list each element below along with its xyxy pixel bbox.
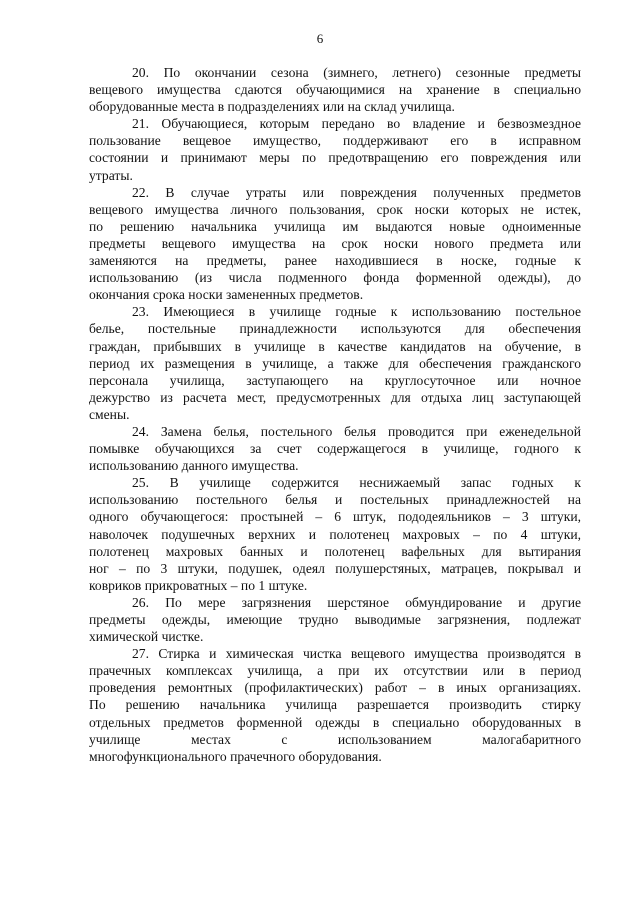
text-line: ковриков прикроватных – по 1 штуке. [89,577,308,593]
text-line: прачечных комплексах училища, а при их отсутствии или в период [89,663,581,679]
text-line: 25. В училище содержится неснижаемый запас годных к [132,475,581,491]
text-line: период их размещения в училище, а также для обеспечения гражданского [89,355,581,371]
text-line: проведения ремонтных (профилактических) работ – в иных организациях. [89,680,581,696]
text-line: предметы одежды, имеющие трудно выводимые загрязнения, подлежат [89,612,581,627]
text-line: заменяются на предметы, ранее находившиеся в носке, годные к [89,253,581,269]
text-line: персонала училища, заступающего на круглосуточное или ночное [89,372,581,388]
text-line: предметы вещевого имущества на срок носки нового предмета или [89,235,581,251]
text-line: оборудованные места в подразделениях или на склад училища. [89,99,455,115]
text-line: 27. Стирка и химическая чистка вещевого имущества производятся в [132,646,581,662]
paragraph-26 [89,594,581,645]
text-line: одного обучающегося: простыней – 6 штук, пододеяльников – 3 штуки, [89,509,581,525]
text-line: наволочек подушечных верхних и полотенец махровых – по 4 штуки, [89,526,581,542]
text-line: ног – по 3 штуки, подушек, одеял полушерстяных, матрацев, покрывал и [89,560,581,576]
text-line: По решению начальника училища разрешается производить стирку [89,697,581,713]
text-line: окончания срока носки замененных предметов. [89,287,364,303]
paragraph-23 [89,303,581,423]
text-line: граждан, прибывших в училище в качестве кандидатов на обучение, в [89,338,581,354]
text-line: многофункционального прачечного оборудования. [89,748,382,764]
text-line: состоянии и принимают меры по предотвращению его повреждения или [89,150,581,166]
page-number: 6 [316,31,324,46]
paragraph-27 [89,645,581,765]
text-line: 23. Имеющиеся в училище годные к использованию постельное [132,304,581,320]
text-line: 24. Замена белья, постельного белья проводится при еженедельной [132,423,581,439]
paragraph-24 [89,423,581,474]
text-line: дежурство из расчета мест, предусмотренных для отдыха лиц заступающей [89,389,581,405]
text-line: вещевого имущества личного пользования, срок носки которых не истек, [89,201,581,217]
text-line: по решению начальника училища им выдаются новые одноименные [89,218,581,234]
text-line: использованию (из числа подменного фонда форменной одежды), до [89,270,581,286]
text-line: училище местах с использованием малогабаритного [89,731,581,747]
text-line: полотенец махровых банных и полотенец вафельных для вытирания [89,543,581,559]
text-line: химической чистке. [89,629,204,645]
text-line: пользование вещевое имущество, поддерживают его в исправном [89,133,581,149]
text-line: белье, постельные принадлежности используются для обеспечения [89,321,581,337]
text-line: 20. По окончании сезона (зимнего, летнего) сезонные предметы [132,65,581,80]
text-line: утраты. [89,167,133,183]
text-line: помывке обучающихся за счет содержащегося в училище, годного к [89,441,581,457]
paragraph-25 [89,474,581,594]
paragraph-22 [89,184,581,304]
paragraph-20 [89,64,581,115]
text-line: отдельных предметов форменной одежды в специально оборудованных в [89,714,581,730]
text-line: 22. В случае утраты или повреждения полученных предметов [132,184,581,200]
paragraph-21 [89,115,581,183]
text-line: 21. Обучающиеся, которым передано во владение и безвозмездное [132,116,581,132]
text-line: смены. [89,406,130,422]
document-body [89,64,581,765]
text-line: использованию постельного белья и постельных принадлежностей на [89,492,581,508]
text-line: использованию данного имущества. [89,458,299,474]
text-line: вещевого имущества сдаются обучающимися на хранение в специально [89,82,581,98]
text-line: 26. По мере загрязнения шерстяное обмундирование и другие [132,594,581,610]
